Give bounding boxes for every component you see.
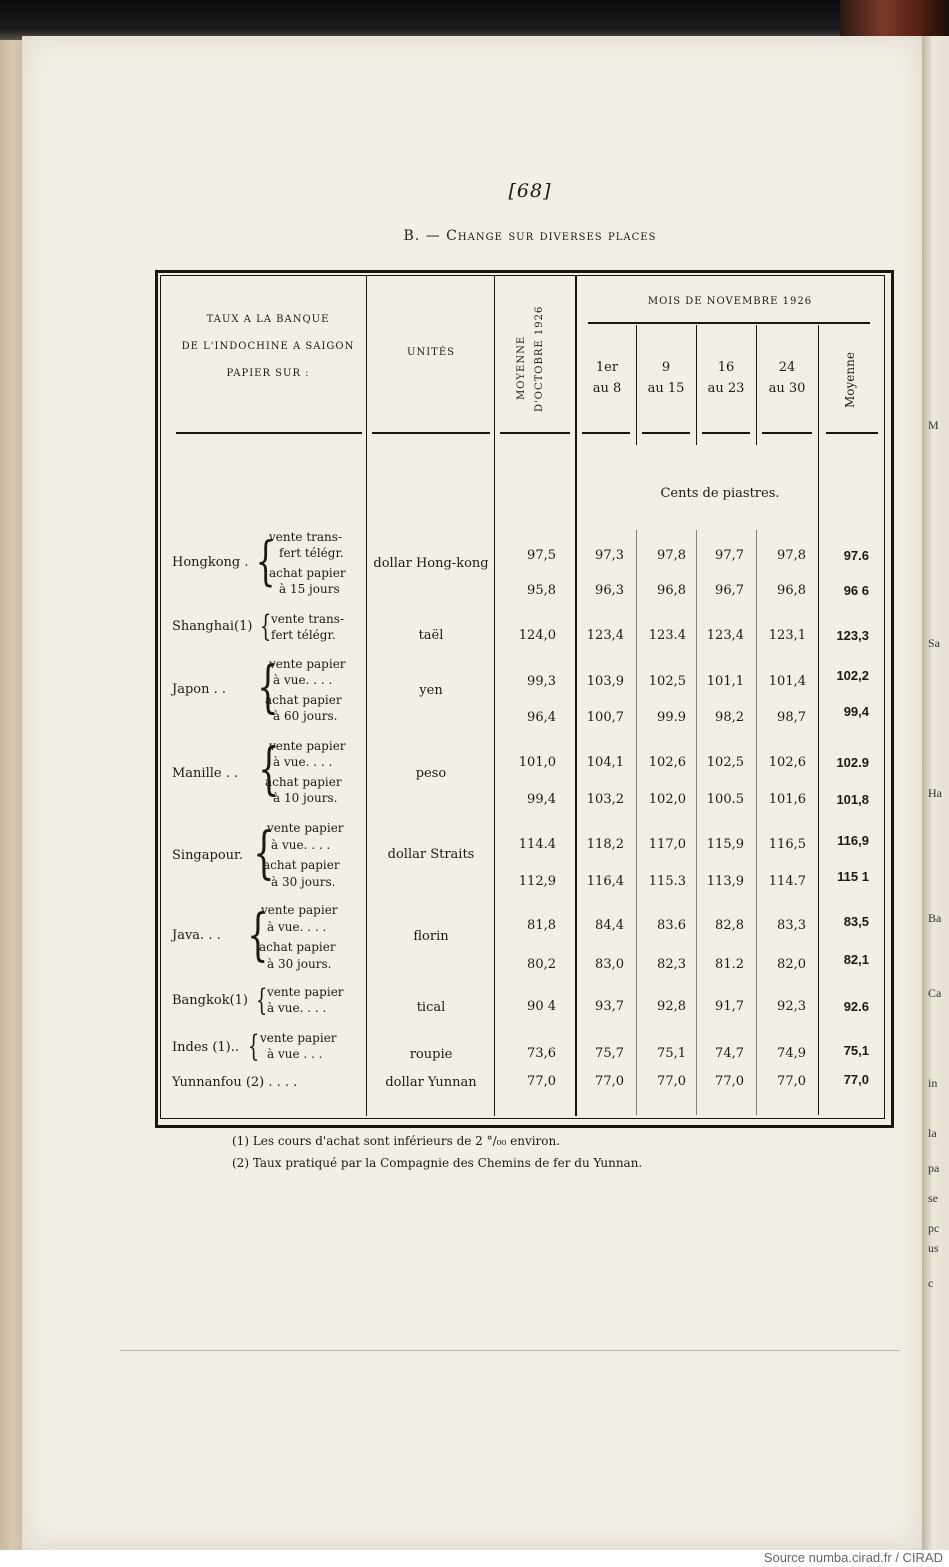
row-unit: dollar Yunnan bbox=[385, 1075, 477, 1090]
header-rule bbox=[642, 432, 690, 434]
row-place: Hongkong . bbox=[172, 555, 249, 570]
value-cell: 82,0 bbox=[777, 957, 806, 972]
row-detail: à vue . . . bbox=[267, 1047, 323, 1061]
value-cell: 81,8 bbox=[527, 918, 556, 933]
value-cell: 103,9 bbox=[586, 674, 624, 689]
header-rule bbox=[372, 432, 490, 434]
value-cell: 100.5 bbox=[706, 792, 744, 807]
value-cell: 81.2 bbox=[715, 957, 744, 972]
header-average: Moyenne bbox=[843, 352, 857, 408]
row-place: Manille . . bbox=[172, 766, 239, 781]
value-cell: 114.4 bbox=[518, 837, 556, 852]
value-cell-average: 99,4 bbox=[843, 704, 869, 719]
value-cell: 99.9 bbox=[657, 710, 686, 725]
period-line: 9 bbox=[661, 360, 671, 375]
value-cell: 100,7 bbox=[586, 710, 624, 725]
row-detail: vente papier bbox=[260, 1031, 337, 1045]
header-oct-avg-line2: D'OCTOBRE 1926 bbox=[534, 305, 545, 412]
value-cell-average: 123,3 bbox=[836, 628, 869, 643]
value-cell: 82,3 bbox=[657, 957, 686, 972]
value-cell: 116,4 bbox=[586, 874, 624, 889]
brace-icon: { bbox=[247, 1029, 260, 1064]
value-cell: 97,8 bbox=[777, 548, 806, 563]
row-detail: à vue. . . . bbox=[273, 755, 333, 769]
value-cell-average: 75,1 bbox=[843, 1043, 869, 1058]
row-place: Indes (1).. bbox=[172, 1040, 240, 1055]
row-detail: à vue. . . . bbox=[267, 1001, 327, 1015]
value-cell: 83,3 bbox=[777, 918, 806, 933]
row-detail: à vue. . . . bbox=[271, 838, 331, 852]
row-detail: vente trans- bbox=[269, 530, 343, 544]
scan-top-shadow bbox=[0, 0, 949, 40]
value-cell: 74,9 bbox=[777, 1046, 806, 1061]
value-cell: 83.6 bbox=[657, 918, 686, 933]
row-detail: vente papier bbox=[267, 821, 344, 835]
value-cell: 84,4 bbox=[595, 918, 624, 933]
row-detail: fert télégr. bbox=[279, 546, 344, 560]
value-cell: 75,7 bbox=[595, 1046, 624, 1061]
value-cell: 124,0 bbox=[518, 628, 556, 643]
value-cell: 123,4 bbox=[586, 628, 624, 643]
col-divider bbox=[575, 276, 577, 1116]
value-cell-average: 82,1 bbox=[843, 952, 869, 967]
value-cell: 90 4 bbox=[527, 999, 556, 1014]
value-cell-average: 102.9 bbox=[836, 755, 869, 770]
row-place: Japon . . bbox=[172, 682, 227, 697]
period-line: au 23 bbox=[707, 380, 745, 396]
fragment: pc bbox=[928, 1221, 940, 1235]
value-cell: 97,3 bbox=[595, 548, 624, 563]
row-unit: taël bbox=[418, 628, 444, 643]
value-cell: 102,6 bbox=[768, 755, 806, 770]
brace-icon: { bbox=[255, 532, 276, 592]
row-detail: vente papier bbox=[261, 903, 338, 917]
row-unit: tical bbox=[416, 1000, 446, 1015]
value-cell: 104,1 bbox=[586, 755, 624, 770]
cents-label: Cents de piastres. bbox=[660, 486, 780, 501]
value-cell: 97,8 bbox=[657, 548, 686, 563]
row-detail: achat papier bbox=[263, 858, 340, 872]
header-november: MOIS DE NOVEMBRE 1926 bbox=[647, 296, 813, 307]
value-cell: 92,3 bbox=[777, 999, 806, 1014]
period-line: 1er bbox=[595, 360, 619, 375]
value-cell: 116,5 bbox=[768, 837, 806, 852]
value-cell: 101,1 bbox=[706, 674, 744, 689]
value-cell: 99,4 bbox=[527, 792, 556, 807]
value-cell: 123.4 bbox=[648, 628, 686, 643]
value-cell: 93,7 bbox=[595, 999, 624, 1014]
value-cell: 96,4 bbox=[527, 710, 556, 725]
value-cell: 112,9 bbox=[518, 874, 556, 889]
value-cell: 75,1 bbox=[657, 1046, 686, 1061]
fragment: se bbox=[928, 1191, 938, 1205]
value-cell: 114.7 bbox=[768, 874, 806, 889]
value-cell: 118,2 bbox=[586, 837, 624, 852]
value-cell: 73,6 bbox=[527, 1046, 556, 1061]
value-cell-average: 115 1 bbox=[837, 869, 869, 884]
page-number: [68] bbox=[508, 180, 552, 202]
row-detail: à 15 jours bbox=[279, 582, 340, 596]
value-cell: 102,5 bbox=[706, 755, 744, 770]
period-line: 16 bbox=[717, 360, 735, 375]
period-line: au 15 bbox=[647, 380, 685, 396]
section-heading: B. — Change sur diverses places bbox=[403, 228, 657, 244]
row-detail: à 10 jours. bbox=[273, 791, 338, 805]
value-cell: 97,5 bbox=[527, 548, 556, 563]
brace-icon: { bbox=[253, 821, 275, 886]
header-rule bbox=[826, 432, 878, 434]
book-spine-edge bbox=[840, 0, 949, 40]
row-detail: achat papier bbox=[265, 775, 342, 789]
row-detail: achat papier bbox=[269, 566, 346, 580]
row-place: Bangkok(1) bbox=[172, 993, 248, 1008]
value-cell: 123,4 bbox=[706, 628, 744, 643]
row-detail: à 30 jours. bbox=[271, 875, 336, 889]
value-cell: 96,3 bbox=[595, 583, 624, 598]
header-rule bbox=[176, 432, 362, 434]
value-cell: 98,7 bbox=[777, 710, 806, 725]
row-detail: fert télégr. bbox=[271, 628, 336, 642]
row-detail: vente papier bbox=[269, 657, 346, 671]
value-cell: 91,7 bbox=[715, 999, 744, 1014]
value-cell: 96,8 bbox=[777, 583, 806, 598]
row-place: Shanghai(1) bbox=[172, 619, 253, 634]
faint-rule bbox=[120, 1350, 900, 1351]
row-unit: dollar Hong-kong bbox=[373, 556, 489, 571]
row-detail: à 30 jours. bbox=[267, 957, 332, 971]
header-line: DE L'INDOCHINE A SAIGON bbox=[181, 341, 355, 352]
value-cell: 102,6 bbox=[648, 755, 686, 770]
value-cell-average: 83,5 bbox=[843, 914, 869, 929]
value-cell-average: 92.6 bbox=[843, 999, 869, 1014]
value-cell: 101,4 bbox=[768, 674, 806, 689]
fragment: la bbox=[928, 1126, 937, 1140]
period-line: au 30 bbox=[768, 380, 806, 396]
header-units: UNITÉS bbox=[407, 347, 455, 358]
fragment: M bbox=[928, 418, 939, 432]
value-cell: 115,9 bbox=[706, 837, 744, 852]
value-cell: 99,3 bbox=[527, 674, 556, 689]
col-divider bbox=[696, 530, 697, 1115]
row-unit: florin bbox=[413, 929, 449, 944]
value-cell-average: 96 6 bbox=[843, 583, 869, 598]
brace-icon: { bbox=[255, 983, 268, 1018]
header-line: TAUX A LA BANQUE bbox=[206, 314, 330, 325]
value-cell: 77,0 bbox=[657, 1074, 686, 1089]
value-cell: 77,0 bbox=[777, 1074, 806, 1089]
col-divider bbox=[366, 276, 367, 1116]
header-period-3 bbox=[697, 358, 755, 400]
value-cell-average: 102,2 bbox=[836, 668, 869, 683]
source-credit: Source numba.cirad.fr / CIRAD bbox=[763, 1550, 943, 1565]
fragment: c bbox=[928, 1276, 934, 1290]
row-unit: peso bbox=[415, 766, 447, 781]
col-divider bbox=[636, 530, 637, 1115]
fragment: us bbox=[928, 1241, 939, 1255]
footnote-1: (1) Les cours d'achat sont inférieurs de 2 °/₀₀ environ. bbox=[232, 1134, 561, 1148]
value-cell: 77,0 bbox=[527, 1074, 556, 1089]
value-cell: 102,0 bbox=[648, 792, 686, 807]
value-cell: 77,0 bbox=[595, 1074, 624, 1089]
header-line: PAPIER SUR : bbox=[226, 368, 310, 379]
value-cell: 113,9 bbox=[706, 874, 744, 889]
row-unit: yen bbox=[419, 683, 443, 698]
adjacent-page-edge bbox=[922, 36, 949, 1550]
col-divider bbox=[756, 530, 757, 1115]
footnote-2: (2) Taux pratiqué par la Compagnie des Chemins de fer du Yunnan. bbox=[232, 1156, 643, 1170]
fragment: Sa bbox=[928, 636, 940, 650]
value-cell: 101,6 bbox=[768, 792, 806, 807]
value-cell: 101,0 bbox=[518, 755, 556, 770]
header-period-2 bbox=[637, 358, 695, 400]
value-cell-average: 101,8 bbox=[836, 792, 869, 807]
header-rule bbox=[582, 432, 630, 434]
header-rule bbox=[500, 432, 570, 434]
value-cell: 74,7 bbox=[715, 1046, 744, 1061]
header-period-1 bbox=[578, 358, 636, 400]
fragment: Ba bbox=[928, 911, 942, 925]
row-detail: à 60 jours. bbox=[273, 709, 338, 723]
row-detail: vente trans- bbox=[271, 612, 345, 626]
value-cell: 103,2 bbox=[586, 792, 624, 807]
value-cell: 95,8 bbox=[527, 583, 556, 598]
brace-icon: { bbox=[258, 737, 280, 802]
month-bracket-rule bbox=[588, 322, 870, 324]
fragment: in bbox=[928, 1076, 938, 1090]
col-divider bbox=[494, 276, 495, 1116]
header-rule bbox=[702, 432, 750, 434]
value-cell-average: 77,0 bbox=[843, 1072, 869, 1087]
row-detail: vente papier bbox=[267, 985, 344, 999]
value-cell: 102,5 bbox=[648, 674, 686, 689]
value-cell: 98,2 bbox=[715, 710, 744, 725]
row-unit: dollar Straits bbox=[387, 847, 475, 862]
value-cell-average: 116,9 bbox=[837, 833, 869, 848]
header-place-col bbox=[170, 313, 366, 380]
value-cell: 83,0 bbox=[595, 957, 624, 972]
value-cell: 123,1 bbox=[768, 628, 806, 643]
row-place: Yunnanfou (2) . . . . bbox=[172, 1075, 298, 1090]
period-line: 24 bbox=[778, 360, 796, 375]
header-rule bbox=[762, 432, 812, 434]
row-detail: vente papier bbox=[269, 739, 346, 753]
value-cell: 96,8 bbox=[657, 583, 686, 598]
value-cell: 117,0 bbox=[648, 837, 686, 852]
value-cell: 115.3 bbox=[648, 874, 686, 889]
value-cell: 77,0 bbox=[715, 1074, 744, 1089]
row-detail: à vue. . . . bbox=[273, 673, 333, 687]
row-detail: achat papier bbox=[259, 940, 336, 954]
fragment: Ha bbox=[928, 786, 942, 800]
value-cell: 82,8 bbox=[715, 918, 744, 933]
header-oct-avg-line1: MOYENNE bbox=[516, 335, 527, 400]
value-cell: 96,7 bbox=[715, 583, 744, 598]
row-place: Java. . . bbox=[172, 928, 221, 943]
row-detail: achat papier bbox=[265, 693, 342, 707]
period-line: au 8 bbox=[592, 380, 622, 396]
brace-icon: { bbox=[247, 903, 269, 968]
row-unit: roupie bbox=[409, 1047, 453, 1062]
row-place: Singapour. bbox=[172, 848, 243, 863]
fragment: Ca bbox=[928, 986, 942, 1000]
value-cell: 97,7 bbox=[715, 548, 744, 563]
value-cell-average: 97.6 bbox=[843, 548, 869, 563]
value-cell: 92,8 bbox=[657, 999, 686, 1014]
brace-icon: { bbox=[259, 609, 272, 644]
header-period-4 bbox=[757, 358, 817, 400]
col-divider bbox=[818, 325, 819, 1115]
fragment: pa bbox=[928, 1161, 940, 1175]
row-detail: à vue. . . . bbox=[267, 920, 327, 934]
brace-icon: { bbox=[257, 655, 279, 720]
value-cell: 80,2 bbox=[527, 957, 556, 972]
